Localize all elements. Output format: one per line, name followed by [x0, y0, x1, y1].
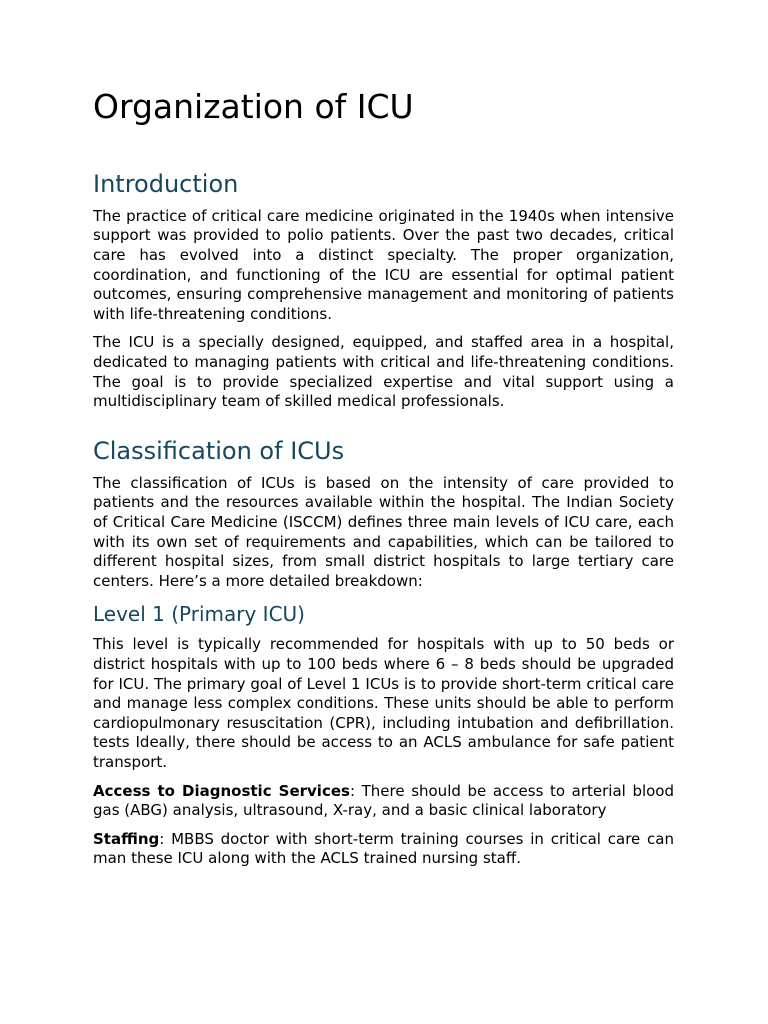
introduction-paragraph-1: The practice of critical care medicine originated in the 1940s when intensive support was provided to polio patients. Over the past two decades, critical care has evolved into a distinct specialty. The proper organization, coordination, and functioning of the ICU are essential for optimal patient outcomes, ensuring comprehensive management and monitoring of patients with life-threatening conditions. — [93, 206, 674, 323]
diagnostic-services-text: : There should be access to arterial blood gas (ABG) analysis, ultrasound, X-ray, and a basic clinical laboratory — [93, 781, 675, 820]
classification-heading: Classification of ICUs — [93, 436, 345, 465]
classification-section — [93, 436, 674, 592]
staffing-label: Staffing — [93, 829, 160, 848]
classification-paragraph: The classification of ICUs is based on the intensity of care provided to patients and the resources available within the hospital. The Indian Society of Critical Care Medicine (ISCCM) defines three main levels of ICU care, each with its own set of requirements and capabilities, which can be tailored to different hospital sizes, from small district hospitals to large tertiary care centers. Here’s a more detailed breakdown: — [93, 473, 674, 590]
introduction-heading: Introduction — [93, 169, 239, 198]
introduction-section — [93, 169, 674, 412]
diagnostic-services-paragraph — [93, 782, 674, 821]
introduction-paragraph-2: The ICU is a specially designed, equipped, and staffed area in a hospital, dedicated to managing patients with critical and life-threatening conditions. The goal is to provide specialized expertise and vital support using a multidisciplinary team of skilled medical professionals. — [93, 333, 674, 411]
level1-heading: Level 1 (Primary ICU) — [93, 602, 305, 627]
level1-section — [93, 602, 674, 869]
level1-paragraph: This level is typically recommended for hospitals with up to 50 beds or district hospitals with up to 100 beds where 6 – 8 beds should be upgraded for ICU. The primary goal of Level 1 ICUs is to provide short-term critical care and manage less complex conditions. These units should be able to perform cardiopulmonary resuscitation (CPR), including intubation and defibrillation. tests Ideally, there should be access to an ACLS ambulance for safe patient transport. — [93, 635, 674, 771]
staffing-paragraph — [93, 830, 674, 869]
diagnostic-services-label: Access to Diagnostic Services — [93, 781, 350, 800]
staffing-text: : MBBS doctor with short-term training courses in critical care can man these ICU along with the ACLS trained nursing staff. — [93, 829, 674, 868]
page-title: Organization of ICU — [93, 87, 414, 126]
